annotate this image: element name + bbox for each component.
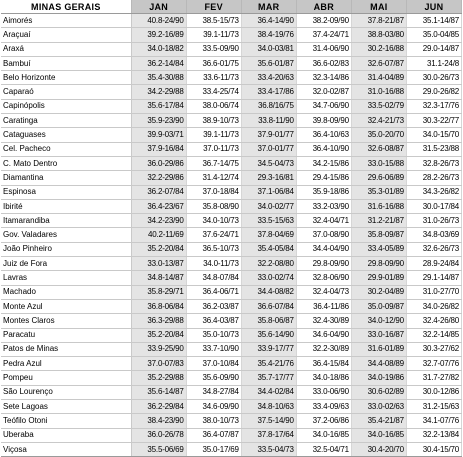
record-value-cell: 32.4-30/89: [296, 314, 351, 328]
table-row: [1, 271, 462, 285]
record-value-cell: 34.0-11/73: [186, 257, 241, 271]
record-value-cell: 37.8-21/87: [351, 14, 406, 28]
record-value-cell: 31.1-24/8: [406, 56, 461, 70]
city-name-cell: Aimorés: [1, 14, 131, 28]
record-value-cell: 29.8-09/90: [351, 257, 406, 271]
record-value-cell: 30.3-27/62: [406, 342, 461, 356]
record-value-cell: 36.6-07/84: [241, 299, 296, 313]
record-value-cell: 29.8-09/90: [296, 257, 351, 271]
record-value-cell: 33.4-25/74: [186, 85, 241, 99]
record-value-cell: 36.4-07/87: [186, 428, 241, 442]
record-value-cell: 35.2-20/84: [131, 328, 186, 342]
city-name-cell: C. Mato Dentro: [1, 156, 131, 170]
record-value-cell: 31.4-04/89: [351, 71, 406, 85]
record-value-cell: 31.0-27/70: [406, 285, 461, 299]
record-value-cell: 34.0-16/85: [351, 428, 406, 442]
record-value-cell: 34.0-03/81: [241, 42, 296, 56]
city-name-cell: Itamarandiba: [1, 214, 131, 228]
column-header-month: FEV: [186, 0, 241, 14]
record-value-cell: 32.2-29/86: [131, 171, 186, 185]
record-value-cell: 37.0-07/83: [131, 357, 186, 371]
record-value-cell: 35.8-29/71: [131, 285, 186, 299]
record-value-cell: 36.2-03/87: [186, 299, 241, 313]
record-value-cell: 34.0-26/82: [406, 299, 461, 313]
record-value-cell: 34.2-29/88: [131, 85, 186, 99]
record-value-cell: 29.4-15/86: [296, 171, 351, 185]
record-value-cell: 36.4-14/90: [241, 14, 296, 28]
record-value-cell: 35.8-08/90: [186, 199, 241, 213]
record-value-cell: 34.6-04/90: [296, 328, 351, 342]
record-value-cell: 35.7-17/77: [241, 371, 296, 385]
city-name-cell: Ibirité: [1, 199, 131, 213]
column-header-month: MAI: [351, 0, 406, 14]
record-value-cell: 34.8-14/87: [131, 271, 186, 285]
city-name-cell: Araxá: [1, 42, 131, 56]
record-value-cell: 31.0-16/88: [351, 85, 406, 99]
table-row: [1, 342, 462, 356]
city-name-cell: Gov. Valadares: [1, 228, 131, 242]
record-value-cell: 28.2-26/73: [406, 171, 461, 185]
record-value-cell: 37.8-04/69: [241, 228, 296, 242]
city-name-cell: Machado: [1, 285, 131, 299]
record-value-cell: 33.4-17/86: [241, 85, 296, 99]
city-name-cell: Espinosa: [1, 185, 131, 199]
record-value-cell: 37.0-11/73: [186, 142, 241, 156]
table-row: [1, 371, 462, 385]
record-value-cell: 34.8-07/84: [186, 271, 241, 285]
record-value-cell: 34.0-12/90: [351, 314, 406, 328]
record-value-cell: 35.8-06/87: [241, 314, 296, 328]
record-value-cell: 34.0-18/86: [296, 371, 351, 385]
record-value-cell: 31.2-15/63: [406, 400, 461, 414]
record-value-cell: 33.2-03/90: [296, 199, 351, 213]
record-value-cell: 35.0-20/70: [351, 128, 406, 142]
city-name-cell: Caratinga: [1, 114, 131, 128]
city-name-cell: João Pinheiro: [1, 242, 131, 256]
record-value-cell: 30.0-17/84: [406, 199, 461, 213]
record-value-cell: 35.6-14/90: [241, 328, 296, 342]
record-value-cell: 32.6-26/73: [406, 242, 461, 256]
table-row: [1, 442, 462, 456]
record-value-cell: 36.0-26/78: [131, 428, 186, 442]
record-value-cell: 38.5-15/73: [186, 14, 241, 28]
table-row: [1, 28, 462, 42]
record-value-cell: 34.2-23/90: [131, 214, 186, 228]
record-value-cell: 32.3-14/86: [296, 71, 351, 85]
city-name-cell: Paracatu: [1, 328, 131, 342]
record-value-cell: 35.0-09/87: [351, 299, 406, 313]
record-value-cell: 36.4-10/90: [296, 142, 351, 156]
table-row: [1, 314, 462, 328]
table-row: [1, 385, 462, 399]
city-name-cell: Belo Horizonte: [1, 71, 131, 85]
table-row: [1, 328, 462, 342]
column-header-month: JUN: [406, 0, 461, 14]
record-value-cell: 34.6-09/90: [186, 400, 241, 414]
record-value-cell: 34.4-08/82: [241, 285, 296, 299]
table-row: [1, 185, 462, 199]
table-row: [1, 114, 462, 128]
table-row: [1, 171, 462, 185]
record-value-cell: 33.4-20/63: [241, 71, 296, 85]
record-value-cell: 33.0-06/90: [296, 385, 351, 399]
record-value-cell: 31.2-21/87: [351, 214, 406, 228]
record-value-cell: 34.8-03/69: [406, 228, 461, 242]
record-value-cell: 32.6-08/87: [351, 142, 406, 156]
record-value-cell: 34.4-08/89: [351, 357, 406, 371]
city-name-cell: Patos de Minas: [1, 342, 131, 356]
table-row: [1, 42, 462, 56]
table-row: [1, 156, 462, 170]
record-value-cell: 35.3-01/89: [351, 185, 406, 199]
table-row: [1, 400, 462, 414]
record-value-cell: 31.6-01/89: [351, 342, 406, 356]
record-value-cell: 37.6-24/71: [186, 228, 241, 242]
city-name-cell: Bambuí: [1, 56, 131, 70]
record-value-cell: 38.4-19/76: [241, 28, 296, 42]
record-value-cell: 32.0-02/87: [296, 85, 351, 99]
table-row: [1, 285, 462, 299]
record-value-cell: 34.8-10/63: [241, 400, 296, 414]
record-value-cell: 35.6-09/90: [186, 371, 241, 385]
record-value-cell: 39.8-09/90: [296, 114, 351, 128]
column-header-month: JAN: [131, 0, 186, 14]
city-name-cell: Capinópolis: [1, 99, 131, 113]
table-body: [1, 14, 462, 457]
city-name-cell: Montes Claros: [1, 314, 131, 328]
record-value-cell: 29.9-01/89: [351, 271, 406, 285]
record-value-cell: 29.3-16/81: [241, 171, 296, 185]
record-value-cell: 29.6-06/89: [351, 171, 406, 185]
city-name-cell: Diamantina: [1, 171, 131, 185]
record-value-cell: 32.7-07/76: [406, 357, 461, 371]
record-value-cell: 33.9-17/77: [241, 342, 296, 356]
record-value-cell: 38.2-09/90: [296, 14, 351, 28]
climate-records-table: [1, 0, 462, 457]
record-value-cell: 35.4-05/84: [241, 242, 296, 256]
table-row: [1, 199, 462, 213]
record-value-cell: 39.9-03/71: [131, 128, 186, 142]
record-value-cell: 34.0-19/86: [351, 371, 406, 385]
record-value-cell: 36.8/16/75: [241, 99, 296, 113]
record-value-cell: 29.0-26/82: [406, 85, 461, 99]
record-value-cell: 30.4-20/70: [351, 442, 406, 456]
record-value-cell: 35.0-17/69: [186, 442, 241, 456]
record-value-cell: 36.2-29/84: [131, 400, 186, 414]
record-value-cell: 37.9-01/77: [241, 128, 296, 142]
record-value-cell: 33.6-11/73: [186, 71, 241, 85]
record-value-cell: 36.3-29/88: [131, 314, 186, 328]
record-value-cell: 38.4-23/90: [131, 414, 186, 428]
record-value-cell: 30.3-22/77: [406, 114, 461, 128]
record-value-cell: 34.5-04/73: [241, 156, 296, 170]
record-value-cell: 36.5-10/73: [186, 242, 241, 256]
record-value-cell: 34.0-16/85: [296, 428, 351, 442]
table-row: [1, 56, 462, 70]
city-name-cell: Cataguases: [1, 128, 131, 142]
record-value-cell: 38.9-10/73: [186, 114, 241, 128]
table-row: [1, 257, 462, 271]
record-value-cell: 35.9-23/90: [131, 114, 186, 128]
record-value-cell: 38.0-10/73: [186, 414, 241, 428]
record-value-cell: 36.4-06/71: [186, 285, 241, 299]
record-value-cell: 33.0-02/63: [351, 400, 406, 414]
city-name-cell: Sete Lagoas: [1, 400, 131, 414]
city-name-cell: Viçosa: [1, 442, 131, 456]
record-value-cell: 34.0-18/82: [131, 42, 186, 56]
table-row: [1, 128, 462, 142]
record-value-cell: 29.0-14/87: [406, 42, 461, 56]
record-value-cell: 33.4-05/89: [351, 242, 406, 256]
record-value-cell: 39.1-11/73: [186, 28, 241, 42]
record-value-cell: 32.2-08/80: [241, 257, 296, 271]
record-value-cell: 30.0-12/86: [406, 385, 461, 399]
record-value-cell: 31.6-16/88: [351, 199, 406, 213]
record-value-cell: 35.6-01/87: [241, 56, 296, 70]
record-value-cell: 30.6-02/89: [351, 385, 406, 399]
record-value-cell: 33.0-16/87: [351, 328, 406, 342]
record-value-cell: 34.0-02/77: [241, 199, 296, 213]
record-value-cell: 39.2-16/89: [131, 28, 186, 42]
record-value-cell: 34.2-15/86: [296, 156, 351, 170]
record-value-cell: 32.4-04/73: [296, 285, 351, 299]
table-row: [1, 85, 462, 99]
city-name-cell: Pompeu: [1, 371, 131, 385]
record-value-cell: 36.0-29/86: [131, 156, 186, 170]
record-value-cell: 36.6-01/75: [186, 56, 241, 70]
record-value-cell: 30.4-15/70: [406, 442, 461, 456]
record-value-cell: 37.5-14/90: [241, 414, 296, 428]
record-value-cell: 32.4-21/73: [351, 114, 406, 128]
record-value-cell: 32.2-14/85: [406, 328, 461, 342]
record-value-cell: 28.9-24/84: [406, 257, 461, 271]
record-value-cell: 32.2-13/84: [406, 428, 461, 442]
record-value-cell: 34.0-15/70: [406, 128, 461, 142]
table-row: [1, 99, 462, 113]
record-value-cell: 37.0-08/90: [296, 228, 351, 242]
record-value-cell: 30.0-26/73: [406, 71, 461, 85]
record-value-cell: 33.7-10/90: [186, 342, 241, 356]
record-value-cell: 30.2-04/89: [351, 285, 406, 299]
city-name-cell: Caparaó: [1, 85, 131, 99]
record-value-cell: 35.8-09/87: [351, 228, 406, 242]
table-row: [1, 142, 462, 156]
record-value-cell: 34.8-27/84: [186, 385, 241, 399]
record-value-cell: 36.4-03/87: [186, 314, 241, 328]
record-value-cell: 33.5-15/63: [241, 214, 296, 228]
record-value-cell: 36.4-15/84: [296, 357, 351, 371]
record-value-cell: 39.1-11/73: [186, 128, 241, 142]
record-value-cell: 32.8-26/73: [406, 156, 461, 170]
table-header-row: [1, 0, 462, 14]
table-row: [1, 71, 462, 85]
record-value-cell: 32.8-06/90: [296, 271, 351, 285]
record-value-cell: 33.5-02/79: [351, 99, 406, 113]
record-value-cell: 37.9-16/84: [131, 142, 186, 156]
table-row: [1, 14, 462, 28]
record-value-cell: 36.2-07/84: [131, 185, 186, 199]
city-name-cell: Pedra Azul: [1, 357, 131, 371]
record-value-cell: 40.2-11/69: [131, 228, 186, 242]
record-value-cell: 35.2-29/88: [131, 371, 186, 385]
record-value-cell: 34.1-07/76: [406, 414, 461, 428]
record-value-cell: 31.4-12/74: [186, 171, 241, 185]
record-value-cell: 34.0-10/73: [186, 214, 241, 228]
record-value-cell: 34.7-06/90: [296, 99, 351, 113]
record-value-cell: 35.4-30/88: [131, 71, 186, 85]
column-header-month: MAR: [241, 0, 296, 14]
city-name-cell: Monte Azul: [1, 299, 131, 313]
record-value-cell: 36.4-23/67: [131, 199, 186, 213]
record-value-cell: 37.0-10/84: [186, 357, 241, 371]
record-value-cell: 32.5-04/71: [296, 442, 351, 456]
record-value-cell: 37.0-18/84: [186, 185, 241, 199]
table-row: [1, 242, 462, 256]
record-value-cell: 34.3-26/82: [406, 185, 461, 199]
record-value-cell: 36.8-06/84: [131, 299, 186, 313]
city-name-cell: Cel. Pacheco: [1, 142, 131, 156]
city-name-cell: São Lourenço: [1, 385, 131, 399]
city-name-cell: Juiz de Fora: [1, 257, 131, 271]
record-value-cell: 38.0-06/74: [186, 99, 241, 113]
record-value-cell: 37.4-24/71: [296, 28, 351, 42]
record-value-cell: 35.2-20/84: [131, 242, 186, 256]
record-value-cell: 32.2-30/89: [296, 342, 351, 356]
record-value-cell: 33.8-11/90: [241, 114, 296, 128]
record-value-cell: 36.4-11/86: [296, 299, 351, 313]
record-value-cell: 36.2-14/84: [131, 56, 186, 70]
record-value-cell: 37.2-06/86: [296, 414, 351, 428]
record-value-cell: 32.6-07/87: [351, 56, 406, 70]
record-value-cell: 33.5-04/73: [241, 442, 296, 456]
record-value-cell: 35.6-14/87: [131, 385, 186, 399]
record-value-cell: 33.4-09/63: [296, 400, 351, 414]
record-value-cell: 35.9-18/86: [296, 185, 351, 199]
record-value-cell: 32.4-04/71: [296, 214, 351, 228]
record-value-cell: 37.0-01/77: [241, 142, 296, 156]
city-name-cell: Uberaba: [1, 428, 131, 442]
record-value-cell: 29.1-14/87: [406, 271, 461, 285]
city-name-cell: Teófilo Otoni: [1, 414, 131, 428]
table-row: [1, 214, 462, 228]
record-value-cell: 32.4-26/80: [406, 314, 461, 328]
record-value-cell: 35.5-06/69: [131, 442, 186, 456]
record-value-cell: 33.0-13/87: [131, 257, 186, 271]
record-value-cell: 31.7-27/82: [406, 371, 461, 385]
record-value-cell: 35.0-10/73: [186, 328, 241, 342]
record-value-cell: 35.4-21/87: [351, 414, 406, 428]
record-value-cell: 31.0-26/73: [406, 214, 461, 228]
record-value-cell: 34.4-02/84: [241, 385, 296, 399]
column-header-month: ABR: [296, 0, 351, 14]
record-value-cell: 36.4-10/63: [296, 128, 351, 142]
record-value-cell: 40.8-24/90: [131, 14, 186, 28]
record-value-cell: 37.8-17/64: [241, 428, 296, 442]
record-value-cell: 36.7-14/75: [186, 156, 241, 170]
record-value-cell: 34.4-04/90: [296, 242, 351, 256]
record-value-cell: 32.3-17/76: [406, 99, 461, 113]
record-value-cell: 35.1-14/87: [406, 14, 461, 28]
record-value-cell: 38.8-03/80: [351, 28, 406, 42]
record-value-cell: 35.4-21/76: [241, 357, 296, 371]
record-value-cell: 37.1-06/84: [241, 185, 296, 199]
record-value-cell: 30.2-16/88: [351, 42, 406, 56]
record-value-cell: 33.9-25/90: [131, 342, 186, 356]
record-value-cell: 33.0-02/74: [241, 271, 296, 285]
city-name-cell: Araçuaí: [1, 28, 131, 42]
record-value-cell: 36.6-02/83: [296, 56, 351, 70]
record-value-cell: 35.6-17/84: [131, 99, 186, 113]
table-row: [1, 228, 462, 242]
city-name-cell: Lavras: [1, 271, 131, 285]
table-row: [1, 428, 462, 442]
record-value-cell: 35.0-04/85: [406, 28, 461, 42]
table-row: [1, 299, 462, 313]
table-row: [1, 357, 462, 371]
record-value-cell: 31.4-06/90: [296, 42, 351, 56]
column-header-state: MINAS GERAIS: [1, 0, 131, 14]
record-value-cell: 31.5-23/88: [406, 142, 461, 156]
record-value-cell: 33.0-15/88: [351, 156, 406, 170]
record-value-cell: 33.5-09/90: [186, 42, 241, 56]
